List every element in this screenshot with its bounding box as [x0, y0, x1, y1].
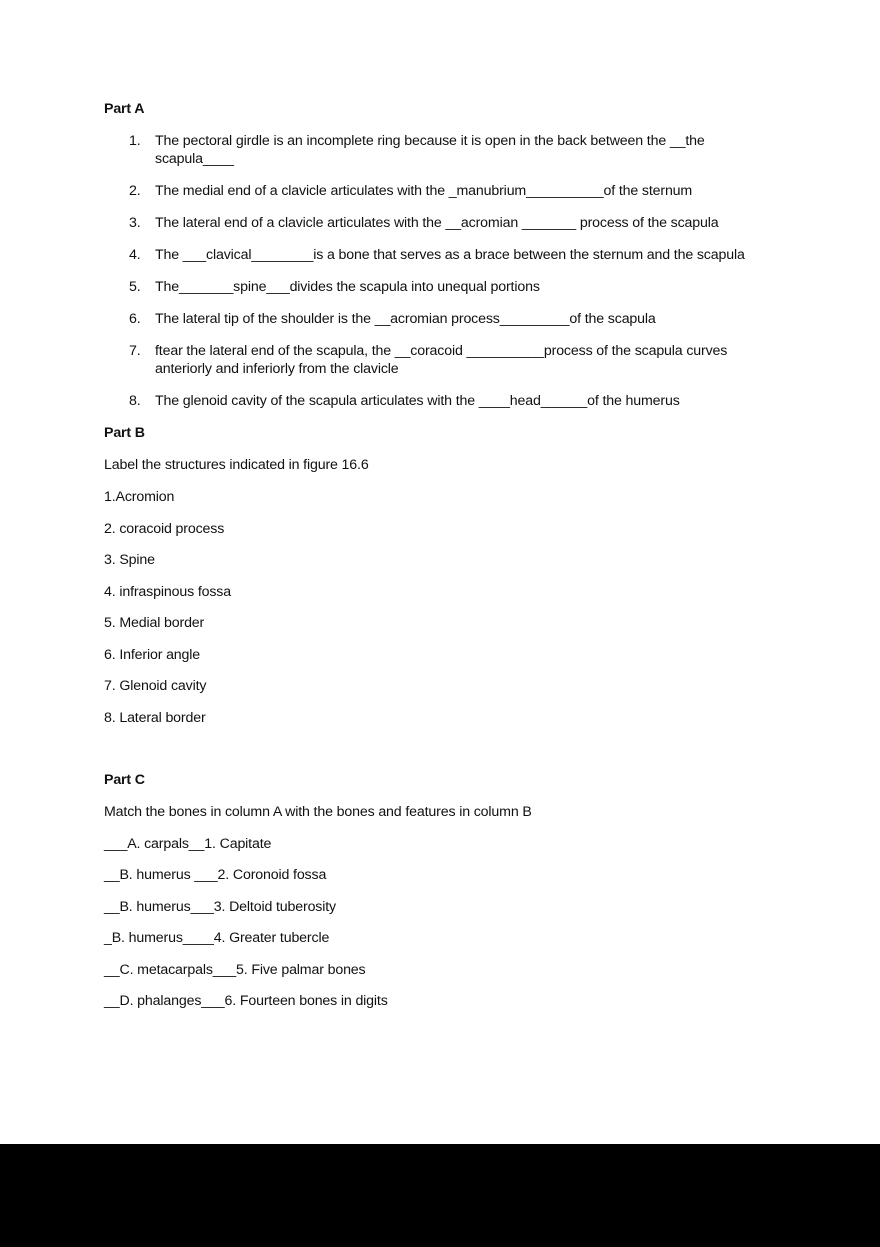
label-item: 8. Lateral border	[104, 710, 206, 726]
part-b-heading: Part B	[104, 425, 145, 441]
part-c-instruction: Match the bones in column A with the bones and features in column B	[104, 804, 532, 820]
label-item: 3. Spine	[104, 552, 155, 568]
question-item	[104, 310, 784, 328]
match-item: __D. phalanges___6. Fourteen bones in digits	[104, 993, 388, 1009]
label-item: 6. Inferior angle	[104, 647, 201, 663]
question-number: 2.	[129, 183, 141, 199]
match-item: __C. metacarpals___5. Five palmar bones	[104, 962, 366, 978]
question-item	[104, 392, 784, 410]
question-number: 4.	[129, 247, 141, 263]
question-text: The pectoral girdle is an incomplete ring because it is open in the back between the __the scapula____	[155, 133, 705, 167]
question-number: 5.	[129, 279, 141, 295]
label-item: 2. coracoid process	[104, 521, 225, 537]
question-number: 7.	[129, 343, 141, 359]
question-item	[104, 342, 784, 378]
part-a-question-list	[104, 132, 784, 410]
part-b-section	[104, 424, 784, 727]
question-item	[104, 214, 784, 232]
question-item	[104, 182, 784, 200]
match-item: __B. humerus___3. Deltoid tuberosity	[104, 899, 336, 915]
label-item: 1.Acromion	[104, 489, 175, 505]
question-number: 6.	[129, 311, 141, 327]
match-item: ___A. carpals__1. Capitate	[104, 836, 272, 852]
label-item: 5. Medial border	[104, 615, 205, 631]
question-number: 3.	[129, 215, 141, 231]
part-b-instruction: Label the structures indicated in figure 16.6	[104, 457, 369, 473]
question-item	[104, 278, 784, 296]
document-content	[104, 100, 784, 1010]
part-c-section	[104, 771, 784, 1010]
part-a-heading: Part A	[104, 101, 145, 117]
question-number: 8.	[129, 393, 141, 409]
part-a-section	[104, 100, 784, 410]
question-text: The lateral end of a clavicle articulates with the __acromian _______ process of the scapula	[155, 215, 719, 231]
label-item: 7. Glenoid cavity	[104, 678, 207, 694]
label-item: 4. infraspinous fossa	[104, 584, 231, 600]
question-text: The_______spine___divides the scapula into unequal portions	[155, 279, 540, 295]
question-number: 1.	[129, 133, 141, 149]
match-item: _B. humerus____4. Greater tubercle	[104, 930, 330, 946]
question-text: The medial end of a clavicle articulates with the _manubrium__________of the sternum	[155, 183, 693, 199]
question-text: The glenoid cavity of the scapula articulates with the ____head______of the humerus	[155, 393, 680, 409]
question-text: ftear the lateral end of the scapula, the __coracoid __________process of the scapula curves anteriorly and inferiorly from the clavicle	[155, 343, 728, 377]
bottom-black-bar	[0, 1144, 880, 1247]
question-item	[104, 132, 784, 168]
part-c-heading: Part C	[104, 772, 145, 788]
question-text: The ___clavical________is a bone that serves as a brace between the sternum and the scapula	[155, 247, 745, 263]
question-item	[104, 246, 784, 264]
question-text: The lateral tip of the shoulder is the __acromian process_________of the scapula	[155, 311, 656, 327]
match-item: __B. humerus ___2. Coronoid fossa	[104, 867, 327, 883]
